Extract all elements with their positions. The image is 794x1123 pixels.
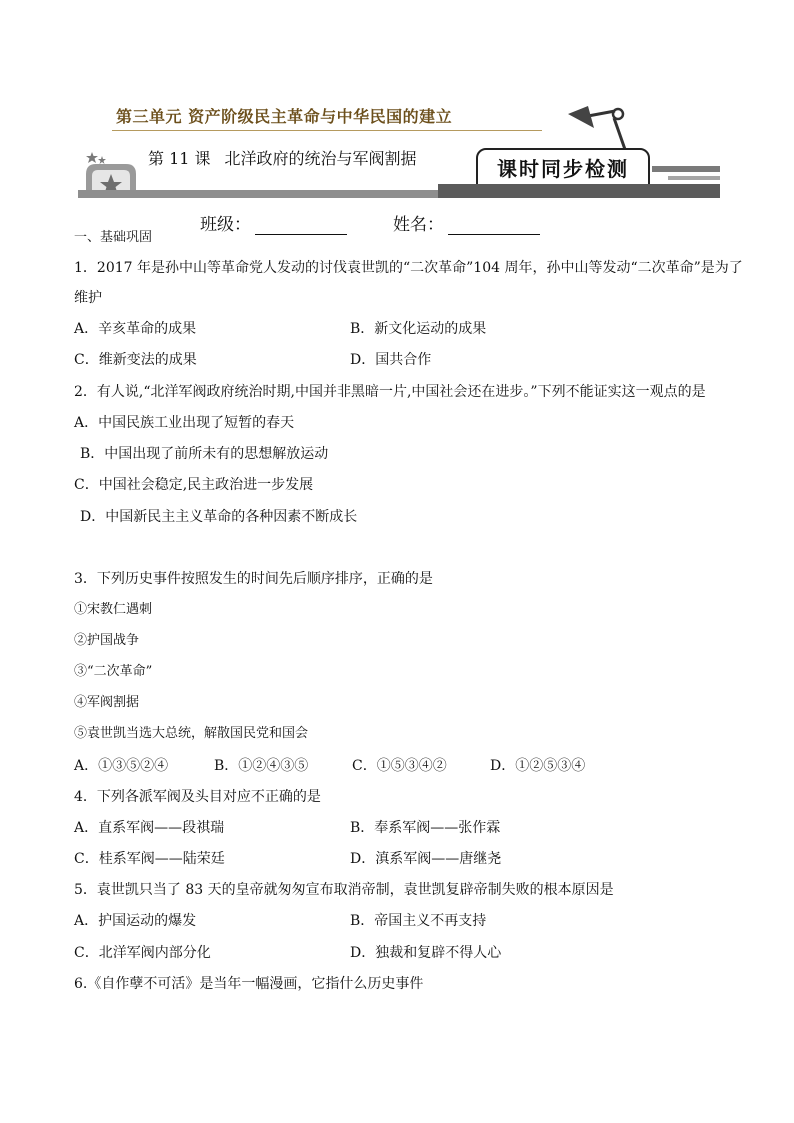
question-1-option-c[interactable]: C．维新变法的成果 [74, 352, 197, 368]
section-title: 一、基础巩固 [74, 230, 153, 245]
question-3-item: ②护国战争 [74, 633, 140, 648]
question-2-option-c[interactable]: C．中国社会稳定,民主政治进一步发展 [74, 477, 314, 493]
question-2-option-a[interactable]: A．中国民族工业出现了短暂的春天 [74, 415, 295, 431]
question-3-option-c[interactable]: C．①⑤③④② [352, 758, 447, 774]
question-3-item: ①宋教仁遇刺 [74, 602, 153, 617]
decorative-bar [652, 166, 720, 172]
question-5-option-d[interactable]: D．独裁和复辟不得人心 [350, 945, 502, 961]
question-2-stem: 2．有人说,“北洋军阀政府统治时期,中国并非黑暗一片,中国社会还在进步。”下列不能证实这一观点的是 [74, 384, 706, 400]
class-blank[interactable] [255, 218, 347, 235]
question-3-option-a[interactable]: A．①③⑤②④ [74, 758, 169, 774]
lesson-number: 第 11 课 [148, 149, 211, 168]
class-label: 班级： [200, 215, 251, 235]
unit-title-underline [112, 130, 542, 131]
question-1-stem-continued: 维护 [74, 290, 102, 306]
question-1-option-a[interactable]: A．辛亥革命的成果 [74, 321, 197, 337]
question-1-stem: 1．2017 年是孙中山等革命党人发动的讨伐袁世凯的“二次革命”104 周年，孙中山等发动“二次革命”是为了 [74, 260, 743, 276]
question-5-stem: 5．袁世凯只当了 83 天的皇帝就匆匆宣布取消帝制，袁世凯复辟帝制失败的根本原因是 [74, 882, 614, 898]
question-3-stem: 3．下列历史事件按照发生的时间先后顺序排序，正确的是 [74, 571, 433, 587]
question-1-option-b[interactable]: B．新文化运动的成果 [350, 321, 487, 337]
question-2-option-b[interactable]: B．中国出现了前所未有的思想解放运动 [80, 446, 329, 462]
question-2-option-d[interactable]: D．中国新民主主义革命的各种因素不断成长 [80, 509, 358, 525]
question-4-option-b[interactable]: B．奉系军阀——张作霖 [350, 820, 501, 836]
student-info-row [200, 210, 540, 235]
question-5-option-b[interactable]: B．帝国主义不再支持 [350, 913, 487, 929]
question-4-stem: 4．下列各派军阀及头目对应不正确的是 [74, 789, 321, 805]
question-5-option-c[interactable]: C．北洋军阀内部分化 [74, 945, 211, 961]
lesson-name: 北洋政府的统治与军阀割据 [224, 149, 417, 168]
question-1-option-d[interactable]: D．国共合作 [350, 352, 432, 368]
lesson-title [148, 146, 417, 169]
header-band-dark [438, 184, 720, 198]
question-6-stem: 6.《自作孽不可活》是当年一幅漫画，它指什么历史事件 [74, 976, 424, 992]
question-3-item: ③“二次革命” [74, 664, 153, 679]
sync-check-label: 课时同步检测 [476, 148, 650, 186]
header-banner [78, 92, 720, 202]
question-3-item: ⑤袁世凯当选大总统，解散国民党和国会 [74, 726, 309, 741]
decorative-bar [668, 176, 720, 180]
question-3-option-b[interactable]: B．①②④③⑤ [214, 758, 309, 774]
name-blank[interactable] [448, 218, 540, 235]
unit-title: 第三单元 资产阶级民主革命与中华民国的建立 [116, 107, 453, 126]
question-4-option-a[interactable]: A．直系军阀——段祺瑞 [74, 820, 225, 836]
question-4-option-d[interactable]: D．滇系军阀——唐继尧 [350, 851, 502, 867]
question-3-option-d[interactable]: D．①②⑤③④ [490, 758, 586, 774]
question-5-option-a[interactable]: A．护国运动的爆发 [74, 913, 197, 929]
question-4-option-c[interactable]: C．桂系军阀——陆荣廷 [74, 851, 225, 867]
name-label: 姓名： [393, 215, 444, 235]
question-3-item: ④军阀割据 [74, 695, 140, 710]
